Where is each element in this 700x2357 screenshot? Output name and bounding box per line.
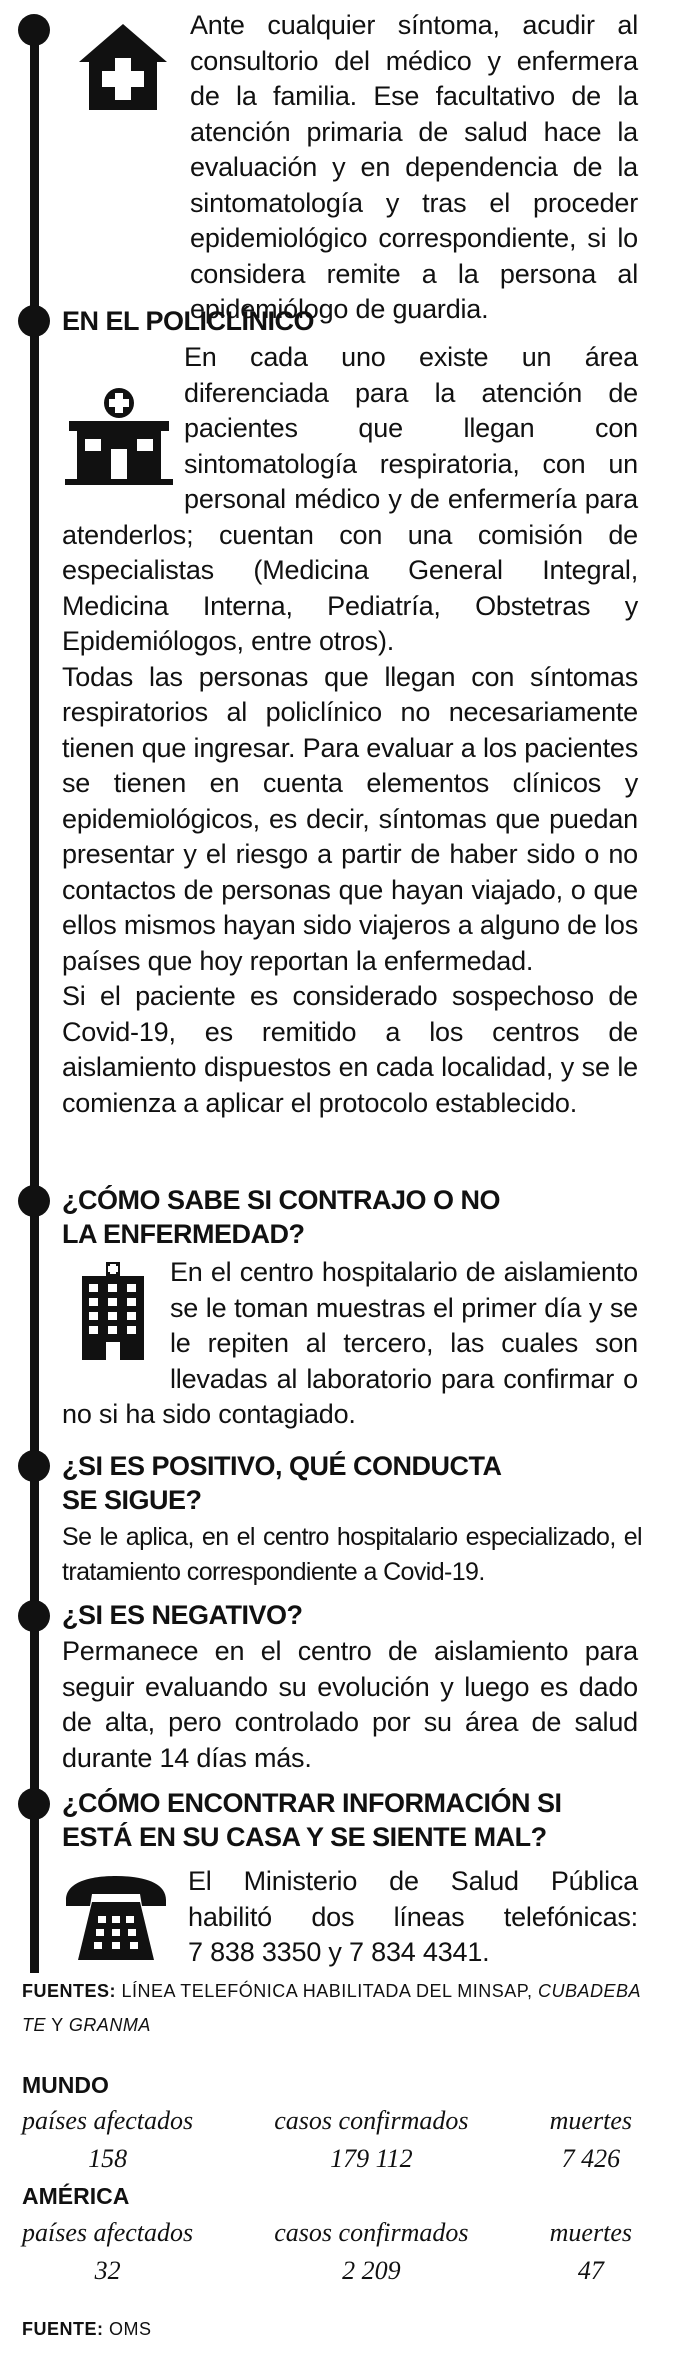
policlinic-paragraph-1: En cada uno existe un área diferenciada para la atención de pacientes que llegan con sintomatología respiratoria, con un personal médico y de enfermería para atenderlos; cuentan con una comisión de especialistas (Medicina General Integral, Medicina Interna, Pediatría, Obstetras y Epidemiólogos, entre otros).	[62, 342, 638, 656]
positive-title	[62, 1449, 502, 1517]
info-title-line-1: ¿CÓMO ENCONTRAR INFORMACIÓN SI	[62, 1788, 562, 1818]
stat-value: 179 112	[330, 2144, 413, 2173]
stat-value: 2 209	[342, 2256, 401, 2285]
icon-float-spacer	[62, 1255, 170, 1397]
america-col-countries	[22, 2218, 193, 2286]
world-col-deaths	[550, 2106, 632, 2174]
info-text-line-2: habilitó dos líneas telefónicas:	[188, 1901, 638, 1932]
america-stats	[22, 2218, 632, 2286]
info-text-line-1: El Ministerio de Salud Pública	[188, 1866, 638, 1896]
negative-text: Permanece en el centro de aislamiento para seguir evaluando su evolución y luego es dado de alta, pero controlado por su área de salud durante 14 días más.	[62, 1636, 638, 1773]
timeline-dot	[18, 1788, 50, 1820]
policlinic-title: EN EL POLICLÍNICO	[62, 306, 315, 336]
how-know-title-line-1: ¿CÓMO SABE SI CONTRAJO O NO	[62, 1185, 501, 1215]
stat-value: 158	[88, 2144, 128, 2173]
timeline-dot	[18, 305, 50, 337]
timeline-dot	[18, 1185, 50, 1217]
how-know-title-line-2: LA ENFERMEDAD?	[62, 1219, 305, 1249]
negative-title: ¿SI ES NEGATIVO?	[62, 1600, 303, 1630]
how-know-paragraph: En el centro hospitalario de aislamiento se le toman muestras el primer día y se le repiten al tercero, las cuales son llevadas al laboratorio para confirmar o no si ha sido contagiado.	[62, 1257, 638, 1429]
stat-header: casos confirmados	[274, 2218, 469, 2247]
america-col-cases	[274, 2218, 468, 2286]
sources-granma: GRANMA	[68, 2015, 151, 2035]
positive-title-line-2: SE SIGUE?	[62, 1485, 202, 1515]
policlinic-text	[62, 340, 638, 1121]
world-col-cases	[274, 2106, 468, 2174]
stat-value: 32	[94, 2256, 121, 2285]
stat-header: países afectados	[22, 2106, 194, 2135]
stats-source-value: OMS	[109, 2319, 152, 2339]
stat-header: muertes	[549, 2218, 632, 2247]
sources-cubadebate: CUBADEBATE	[22, 1981, 642, 2035]
hospital-house-icon	[75, 18, 171, 118]
policlinic-paragraph-3: Si el paciente es considerado sospechoso de Covid-19, es remitido a los centros de aislamiento dispuestos en cada localidad, y se le comienza a aplicar el protocolo establecido.	[62, 981, 638, 1118]
info-title	[62, 1786, 561, 1854]
symptoms-text: Ante cualquier síntoma, acudir al consultorio del médico y enfermera de la familia. Ese facultativo de la atención primaria de salud hace la evaluación y en dependencia de la sintomatología y tras el proceder epidemiológico correspondiente, si lo considera remite a la persona al epidemiólogo de guardia.	[190, 10, 638, 324]
stat-value: 47	[577, 2256, 604, 2285]
america-col-deaths	[550, 2218, 632, 2286]
info-text	[188, 1864, 638, 1971]
policlinic-paragraph-2: Todas las personas que llegan con síntomas respiratorios al policlínico no necesariamente tienen que ingresar. Para evaluar a los pacientes se tienen en cuenta elementos clínicos y epidemiológicos, es decir, síntomas que puedan presentar y el riesgo a partir de haber sido o no contactos de personas que hayan viajado, o que ellos mismos hayan sido viajeros a alguno de los países que hoy reportan la enfermedad.	[62, 661, 638, 976]
icon-float-spacer	[62, 376, 184, 516]
positive-title-line-1: ¿SI ES POSITIVO, QUÉ CONDUCTA	[62, 1451, 502, 1481]
timeline-dot	[18, 1450, 50, 1482]
info-title-line-2: ESTÁ EN SU CASA Y SE SIENTE MAL?	[62, 1822, 547, 1852]
stats-source-label: FUENTE:	[22, 2319, 104, 2339]
timeline-dot	[18, 1600, 50, 1632]
stat-value: 7 426	[561, 2144, 621, 2173]
sources	[22, 1974, 642, 2042]
sources-text: LÍNEA TELEFÓNICA HABILITADA DEL MINSAP,	[121, 1981, 533, 2001]
how-know-text	[62, 1255, 638, 1433]
sources-joiner: Y	[51, 2015, 64, 2035]
world-title: MUNDO	[22, 2072, 109, 2098]
timeline-dot	[18, 14, 50, 46]
world-stats	[22, 2106, 632, 2174]
stat-header: muertes	[549, 2106, 632, 2135]
telephone-icon	[62, 1872, 170, 1968]
stat-header: casos confirmados	[274, 2106, 469, 2135]
how-know-title	[62, 1183, 500, 1251]
stat-header: países afectados	[22, 2218, 194, 2247]
sources-label: FUENTES:	[22, 1981, 116, 2001]
info-phone-numbers: 7 838 3350 y 7 834 4341.	[188, 1937, 490, 1967]
america-title: AMÉRICA	[22, 2183, 130, 2209]
positive-text: Se le aplica, en el centro hospitalario especializado, el tratamiento correspondiente a Covid-19.	[62, 1523, 642, 1586]
stats-source	[22, 2312, 152, 2346]
world-col-countries	[22, 2106, 193, 2174]
